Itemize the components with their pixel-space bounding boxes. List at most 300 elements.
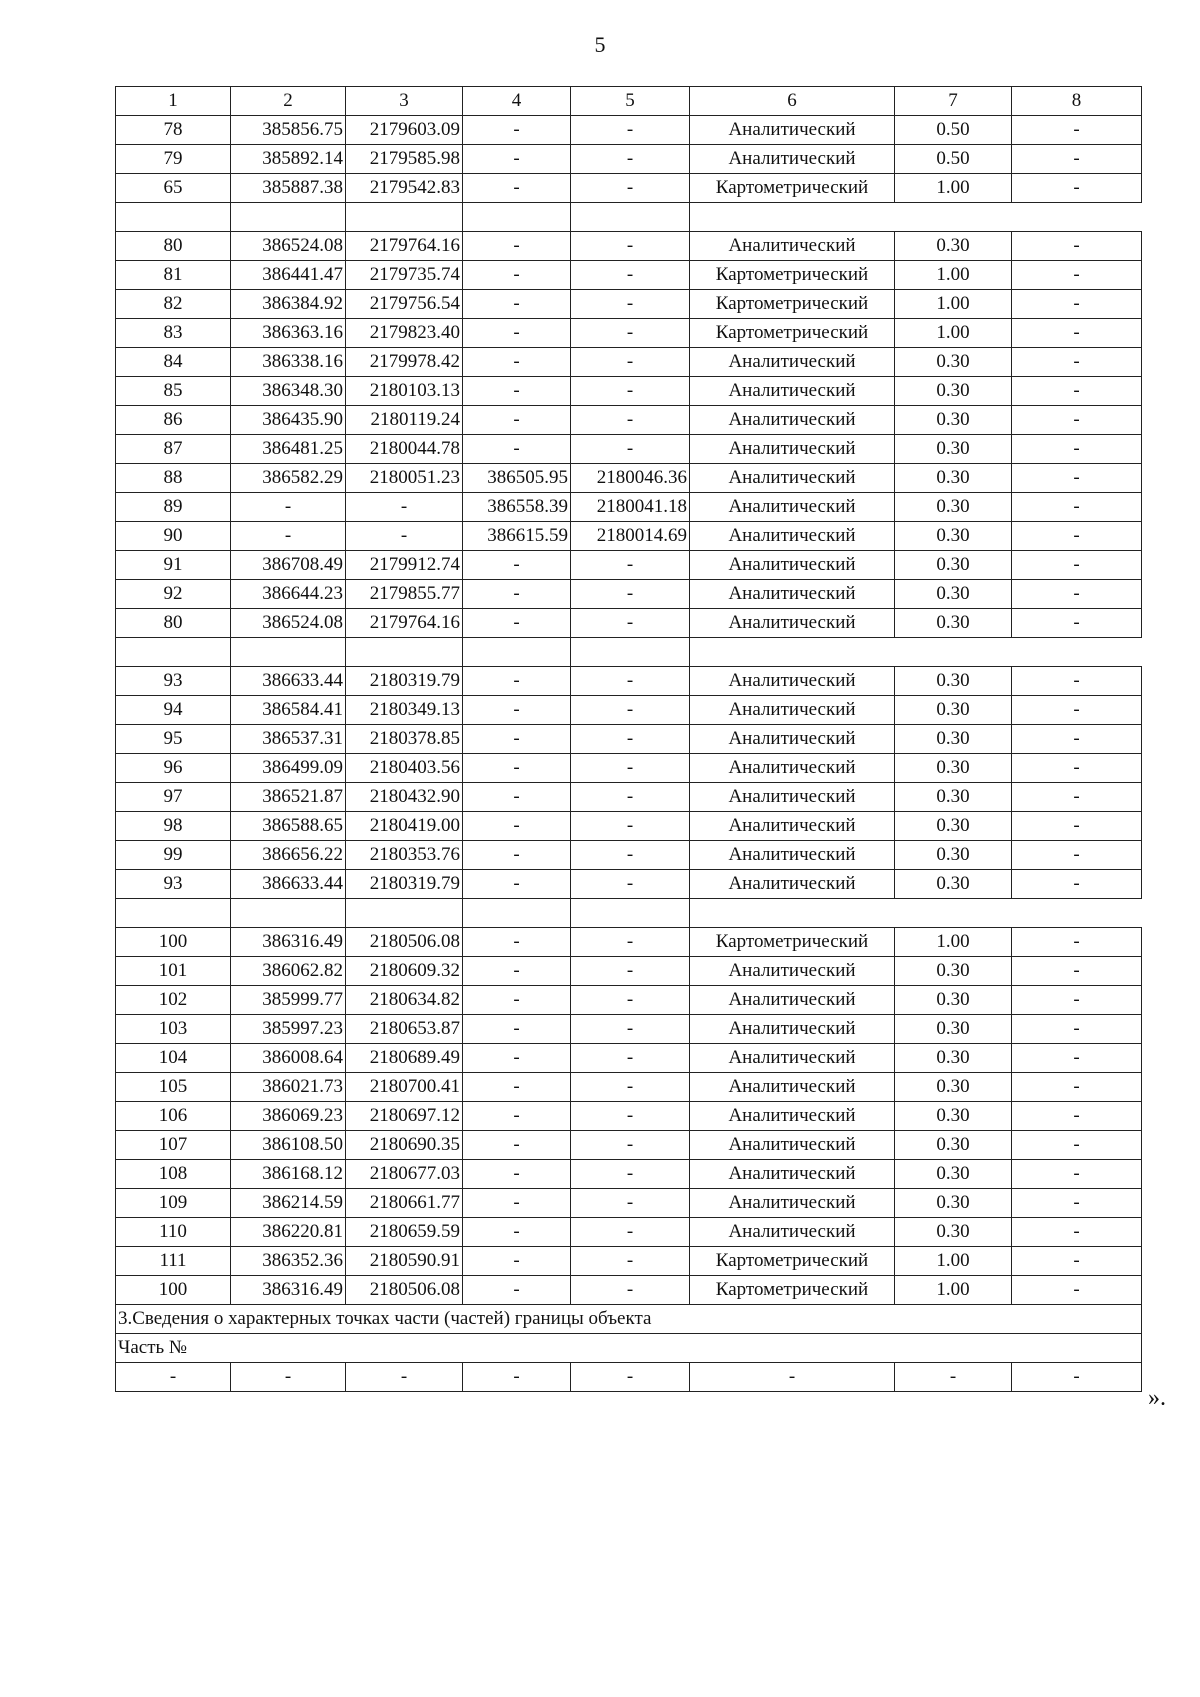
table-cell: 2180697.12: [346, 1102, 463, 1131]
table-cell: 386633.44: [231, 870, 346, 899]
table-cell: -: [571, 754, 690, 783]
table-cell: -: [463, 290, 571, 319]
table-row: [116, 725, 1142, 754]
table-cell: 0.30: [895, 522, 1012, 551]
table-cell: Аналитический: [690, 957, 895, 986]
table-cell: 2180319.79: [346, 667, 463, 696]
table-cell: 2180690.35: [346, 1131, 463, 1160]
table-cell: Аналитический: [690, 1131, 895, 1160]
table-cell: Аналитический: [690, 464, 895, 493]
table-row: [116, 406, 1142, 435]
table-cell: 2180103.13: [346, 377, 463, 406]
table-cell: -: [463, 1102, 571, 1131]
table-cell: 2180661.77: [346, 1189, 463, 1218]
table-cell: 0.30: [895, 812, 1012, 841]
coordinates-table-wrap: [115, 86, 1142, 1392]
table-row: [116, 435, 1142, 464]
table-cell: 2179855.77: [346, 580, 463, 609]
table-cell: -: [463, 870, 571, 899]
table-cell: -: [463, 232, 571, 261]
table-cell: -: [463, 1276, 571, 1305]
table-cell: -: [1012, 841, 1142, 870]
table-cell: Аналитический: [690, 522, 895, 551]
table-cell: 0.30: [895, 406, 1012, 435]
table-cell: 1.00: [895, 290, 1012, 319]
table-cell: 386558.39: [463, 493, 571, 522]
table-row: [116, 754, 1142, 783]
table-cell: -: [571, 116, 690, 145]
table-cell: 97: [116, 783, 231, 812]
table-cell: 386588.65: [231, 812, 346, 841]
table-cell: 105: [116, 1073, 231, 1102]
table-cell: 2180689.49: [346, 1044, 463, 1073]
table-cell: -: [1012, 725, 1142, 754]
table-cell: -: [571, 174, 690, 203]
empty-cell: [231, 899, 346, 928]
table-cell: -: [463, 957, 571, 986]
table-cell: 386521.87: [231, 783, 346, 812]
empty-cell: [116, 899, 231, 928]
table-row: [116, 1218, 1142, 1247]
table-row: [116, 261, 1142, 290]
table-cell: 2180634.82: [346, 986, 463, 1015]
table-row: [116, 232, 1142, 261]
table-row: [116, 841, 1142, 870]
table-cell: 0.30: [895, 696, 1012, 725]
table-row: [116, 116, 1142, 145]
table-cell: -: [571, 551, 690, 580]
table-cell: -: [463, 928, 571, 957]
table-cell: 107: [116, 1131, 231, 1160]
table-cell: 95: [116, 725, 231, 754]
table-cell: 0.30: [895, 841, 1012, 870]
table-cell: 2180419.00: [346, 812, 463, 841]
table-cell: 2180319.79: [346, 870, 463, 899]
table-cell: -: [571, 1218, 690, 1247]
table-cell: 2180044.78: [346, 435, 463, 464]
table-cell: -: [463, 406, 571, 435]
table-row: [116, 986, 1142, 1015]
table-cell: -: [1012, 290, 1142, 319]
table-cell: -: [463, 377, 571, 406]
table-row: [116, 1073, 1142, 1102]
table-cell: 0.50: [895, 145, 1012, 174]
table-cell: Аналитический: [690, 609, 895, 638]
table-cell: Картометрический: [690, 1247, 895, 1276]
table-cell: 386168.12: [231, 1160, 346, 1189]
table-cell: Аналитический: [690, 145, 895, 174]
table-row: [116, 1015, 1142, 1044]
table-cell: -: [1012, 580, 1142, 609]
table-cell: -: [571, 232, 690, 261]
table-cell: Картометрический: [690, 319, 895, 348]
table-row: [116, 319, 1142, 348]
empty-cell: [571, 899, 690, 928]
table-cell: 0.30: [895, 870, 1012, 899]
section3-title: 3.Сведения о характерных точках части (частей) границы объекта: [116, 1305, 1142, 1334]
table-cell: -: [116, 1363, 231, 1392]
table-cell: -: [571, 1247, 690, 1276]
table-cell: 94: [116, 696, 231, 725]
part-row: [116, 1363, 1142, 1392]
table-cell: -: [463, 174, 571, 203]
table-cell: Аналитический: [690, 754, 895, 783]
table-cell: 2180700.41: [346, 1073, 463, 1102]
table-cell: -: [346, 493, 463, 522]
table-cell: 91: [116, 551, 231, 580]
table-cell: -: [1012, 319, 1142, 348]
table-cell: 2180041.18: [571, 493, 690, 522]
table-cell: -: [571, 725, 690, 754]
table-cell: Аналитический: [690, 116, 895, 145]
table-cell: -: [1012, 1131, 1142, 1160]
table-cell: 386108.50: [231, 1131, 346, 1160]
table-cell: -: [571, 928, 690, 957]
table-cell: 100: [116, 928, 231, 957]
empty-cell: [463, 899, 571, 928]
table-cell: Аналитический: [690, 870, 895, 899]
table-cell: -: [1012, 609, 1142, 638]
table-cell: 386582.29: [231, 464, 346, 493]
table-cell: -: [1012, 1247, 1142, 1276]
table-cell: -: [463, 580, 571, 609]
table-row: [116, 1131, 1142, 1160]
empty-cell: [116, 203, 231, 232]
table-cell: 2180046.36: [571, 464, 690, 493]
table-cell: 386537.31: [231, 725, 346, 754]
table-cell: 2180677.03: [346, 1160, 463, 1189]
table-cell: 386524.08: [231, 232, 346, 261]
table-cell: 2180432.90: [346, 783, 463, 812]
table-cell: 385892.14: [231, 145, 346, 174]
table-row: [116, 870, 1142, 899]
table-cell: -: [463, 812, 571, 841]
table-cell: -: [571, 870, 690, 899]
table-cell: -: [1012, 1015, 1142, 1044]
table-cell: -: [571, 841, 690, 870]
table-cell: 386363.16: [231, 319, 346, 348]
table-cell: 386441.47: [231, 261, 346, 290]
table-cell: 386062.82: [231, 957, 346, 986]
table-cell: 2180014.69: [571, 522, 690, 551]
table-row: [116, 1160, 1142, 1189]
table-cell: 93: [116, 870, 231, 899]
table-cell: Аналитический: [690, 696, 895, 725]
table-cell: -: [571, 145, 690, 174]
table-cell: Аналитический: [690, 406, 895, 435]
table-cell: 385856.75: [231, 116, 346, 145]
table-cell: 2180403.56: [346, 754, 463, 783]
table-cell: -: [1012, 957, 1142, 986]
table-cell: -: [463, 609, 571, 638]
table-cell: -: [571, 435, 690, 464]
table-cell: -: [1012, 116, 1142, 145]
empty-cell: [231, 203, 346, 232]
table-cell: -: [571, 783, 690, 812]
table-cell: -: [1012, 783, 1142, 812]
table-cell: 2180378.85: [346, 725, 463, 754]
table-cell: 92: [116, 580, 231, 609]
table-cell: Аналитический: [690, 812, 895, 841]
table-cell: 1.00: [895, 174, 1012, 203]
table-cell: -: [571, 812, 690, 841]
table-cell: -: [1012, 232, 1142, 261]
group-separator-row: [116, 899, 1142, 928]
table-cell: 386656.22: [231, 841, 346, 870]
group-separator-row: [116, 203, 1142, 232]
table-cell: -: [1012, 1363, 1142, 1392]
table-cell: -: [895, 1363, 1012, 1392]
table-cell: 0.30: [895, 725, 1012, 754]
table-cell: 386499.09: [231, 754, 346, 783]
table-cell: -: [463, 696, 571, 725]
table-cell: Аналитический: [690, 1073, 895, 1102]
table-cell: -: [1012, 1189, 1142, 1218]
table-cell: Аналитический: [690, 580, 895, 609]
table-cell: 0.30: [895, 754, 1012, 783]
table-cell: 2180653.87: [346, 1015, 463, 1044]
table-cell: 386348.30: [231, 377, 346, 406]
table-cell: -: [571, 1363, 690, 1392]
table-cell: -: [231, 1363, 346, 1392]
table-row: [116, 493, 1142, 522]
table-row: [116, 551, 1142, 580]
table-cell: 0.30: [895, 348, 1012, 377]
table-cell: 89: [116, 493, 231, 522]
header-cell: 7: [895, 87, 1012, 116]
empty-cell: [346, 203, 463, 232]
table-cell: -: [571, 1276, 690, 1305]
table-cell: 106: [116, 1102, 231, 1131]
table-cell: 2179764.16: [346, 609, 463, 638]
table-cell: 0.30: [895, 1131, 1012, 1160]
table-cell: 0.30: [895, 986, 1012, 1015]
table-row: [116, 1247, 1142, 1276]
table-cell: 109: [116, 1189, 231, 1218]
group-separator-row: [116, 638, 1142, 667]
table-cell: 2179823.40: [346, 319, 463, 348]
empty-cell: [231, 638, 346, 667]
table-row: [116, 667, 1142, 696]
table-cell: -: [463, 1247, 571, 1276]
table-cell: 2180119.24: [346, 406, 463, 435]
table-cell: -: [346, 1363, 463, 1392]
empty-cell: [116, 638, 231, 667]
table-cell: -: [1012, 696, 1142, 725]
table-cell: -: [463, 435, 571, 464]
table-cell: Аналитический: [690, 493, 895, 522]
table-cell: 81: [116, 261, 231, 290]
table-cell: 386069.23: [231, 1102, 346, 1131]
table-cell: 2179542.83: [346, 174, 463, 203]
table-cell: Аналитический: [690, 348, 895, 377]
table-cell: -: [463, 1218, 571, 1247]
table-cell: Аналитический: [690, 725, 895, 754]
table-row: [116, 812, 1142, 841]
table-cell: -: [463, 667, 571, 696]
table-cell: -: [1012, 986, 1142, 1015]
table-cell: 2180590.91: [346, 1247, 463, 1276]
table-cell: 108: [116, 1160, 231, 1189]
table-cell: Аналитический: [690, 232, 895, 261]
table-cell: 80: [116, 232, 231, 261]
table-cell: -: [1012, 493, 1142, 522]
table-cell: 0.30: [895, 493, 1012, 522]
table-row: [116, 957, 1142, 986]
table-cell: 80: [116, 609, 231, 638]
table-cell: -: [571, 290, 690, 319]
table-cell: 385999.77: [231, 986, 346, 1015]
table-row: [116, 1044, 1142, 1073]
table-cell: 0.30: [895, 1160, 1012, 1189]
table-cell: -: [571, 348, 690, 377]
table-row: [116, 290, 1142, 319]
table-cell: 386008.64: [231, 1044, 346, 1073]
table-cell: Аналитический: [690, 1015, 895, 1044]
table-cell: 1.00: [895, 319, 1012, 348]
table-cell: 386644.23: [231, 580, 346, 609]
table-cell: 84: [116, 348, 231, 377]
table-cell: -: [463, 1044, 571, 1073]
table-cell: Аналитический: [690, 667, 895, 696]
table-cell: Картометрический: [690, 290, 895, 319]
table-cell: 111: [116, 1247, 231, 1276]
table-cell: 1.00: [895, 1276, 1012, 1305]
table-cell: 0.30: [895, 580, 1012, 609]
table-cell: -: [463, 116, 571, 145]
header-cell: 3: [346, 87, 463, 116]
table-cell: -: [346, 522, 463, 551]
table-cell: 386316.49: [231, 1276, 346, 1305]
table-cell: 0.30: [895, 1044, 1012, 1073]
table-cell: -: [571, 1160, 690, 1189]
table-row: [116, 1102, 1142, 1131]
table-cell: 386615.59: [463, 522, 571, 551]
table-cell: 0.30: [895, 232, 1012, 261]
coordinates-table: [115, 86, 1142, 1392]
table-cell: Аналитический: [690, 1189, 895, 1218]
table-cell: -: [1012, 145, 1142, 174]
table-cell: -: [463, 1131, 571, 1160]
table-cell: 0.30: [895, 464, 1012, 493]
header-cell: 4: [463, 87, 571, 116]
table-cell: 2180353.76: [346, 841, 463, 870]
table-cell: 0.30: [895, 1015, 1012, 1044]
table-cell: -: [571, 1015, 690, 1044]
header-cell: 2: [231, 87, 346, 116]
table-cell: -: [463, 261, 571, 290]
table-cell: -: [1012, 435, 1142, 464]
table-cell: -: [463, 1015, 571, 1044]
table-cell: Картометрический: [690, 1276, 895, 1305]
table-cell: 386316.49: [231, 928, 346, 957]
table-cell: -: [231, 493, 346, 522]
table-cell: 386214.59: [231, 1189, 346, 1218]
empty-cell: [690, 638, 1142, 667]
table-cell: -: [463, 754, 571, 783]
table-cell: 100: [116, 1276, 231, 1305]
empty-cell: [346, 638, 463, 667]
table-cell: -: [1012, 1073, 1142, 1102]
part-label-row: [116, 1334, 1142, 1363]
table-cell: 2179912.74: [346, 551, 463, 580]
table-cell: 2179585.98: [346, 145, 463, 174]
table-cell: 1.00: [895, 1247, 1012, 1276]
table-cell: 82: [116, 290, 231, 319]
table-row: [116, 696, 1142, 725]
table-cell: 0.30: [895, 783, 1012, 812]
table-cell: -: [1012, 406, 1142, 435]
table-cell: -: [463, 319, 571, 348]
table-row: [116, 1276, 1142, 1305]
table-cell: Картометрический: [690, 174, 895, 203]
table-cell: -: [463, 986, 571, 1015]
table-cell: 2180506.08: [346, 928, 463, 957]
table-cell: 0.50: [895, 116, 1012, 145]
empty-cell: [463, 203, 571, 232]
table-cell: -: [1012, 812, 1142, 841]
table-cell: 102: [116, 986, 231, 1015]
table-cell: 79: [116, 145, 231, 174]
part-label: Часть №: [116, 1334, 1142, 1363]
header-cell: 8: [1012, 87, 1142, 116]
table-cell: -: [571, 1044, 690, 1073]
table-cell: 386435.90: [231, 406, 346, 435]
table-row: [116, 609, 1142, 638]
table-cell: -: [1012, 870, 1142, 899]
table-cell: 386708.49: [231, 551, 346, 580]
table-cell: 386384.92: [231, 290, 346, 319]
table-cell: 0.30: [895, 667, 1012, 696]
table-cell: -: [1012, 348, 1142, 377]
table-cell: 386633.44: [231, 667, 346, 696]
table-cell: -: [571, 1073, 690, 1102]
table-cell: Аналитический: [690, 435, 895, 464]
table-cell: 2180659.59: [346, 1218, 463, 1247]
table-row: [116, 377, 1142, 406]
table-cell: 2180051.23: [346, 464, 463, 493]
table-cell: -: [571, 609, 690, 638]
table-cell: Аналитический: [690, 1102, 895, 1131]
closing-mark: ».: [1148, 1385, 1166, 1411]
table-row: [116, 348, 1142, 377]
table-cell: -: [463, 551, 571, 580]
table-cell: 86: [116, 406, 231, 435]
empty-cell: [690, 899, 1142, 928]
table-cell: -: [571, 1131, 690, 1160]
table-cell: 0.30: [895, 1218, 1012, 1247]
table-cell: -: [463, 783, 571, 812]
table-cell: -: [1012, 754, 1142, 783]
table-cell: 386584.41: [231, 696, 346, 725]
table-cell: 386220.81: [231, 1218, 346, 1247]
table-cell: -: [571, 986, 690, 1015]
table-cell: 2179978.42: [346, 348, 463, 377]
table-cell: 386021.73: [231, 1073, 346, 1102]
table-cell: 83: [116, 319, 231, 348]
table-cell: -: [231, 522, 346, 551]
table-cell: 386524.08: [231, 609, 346, 638]
empty-cell: [346, 899, 463, 928]
table-cell: Аналитический: [690, 551, 895, 580]
table-cell: 1.00: [895, 261, 1012, 290]
page-number: 5: [594, 32, 606, 57]
table-cell: 2179603.09: [346, 116, 463, 145]
empty-cell: [571, 203, 690, 232]
table-cell: -: [571, 957, 690, 986]
table-cell: -: [1012, 174, 1142, 203]
table-cell: 96: [116, 754, 231, 783]
